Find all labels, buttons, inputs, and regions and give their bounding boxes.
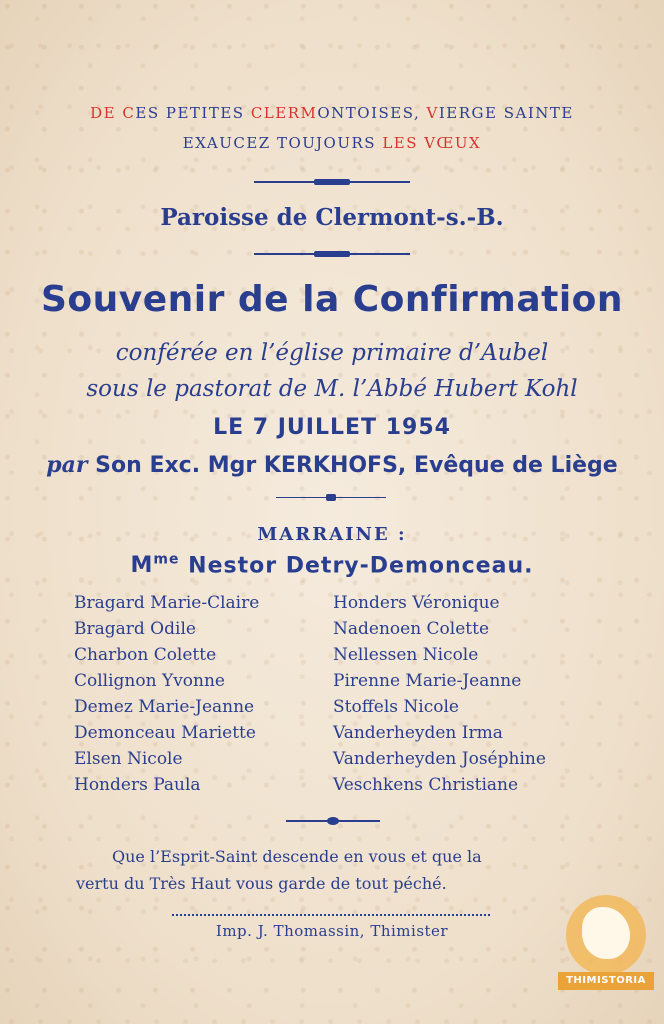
bishop-line [0,452,664,478]
card-title: Souvenir de la Confirmation [40,279,624,320]
confirmand-name: Vanderheyden Irma [333,723,503,743]
thimistoria-watermark [556,895,656,995]
marraine-fullname: Nestor Detry-Demonceau. [188,553,534,579]
conferred-line: conférée en l’église primaire d’Aubel [115,340,549,366]
motto-line-1-segment: ONTOISES, [317,104,427,122]
ornament-rule-middle [254,253,410,255]
motto-line-1-segment: S PETITES [147,104,251,122]
ornament-rule-bottom [286,820,380,822]
marraine-label: MARRAINE : [257,524,407,545]
prayer-line-1: Que l’Esprit-Saint descende en vous et que la [112,847,482,866]
motto-line-1-segment: V [426,104,439,122]
ornament-rule-top [254,181,410,183]
motto-line-2-segment: TOUJOURS [276,134,383,152]
prayer-line-2: vertu du Très Haut vous garde de tout péché. [76,874,447,893]
motto-line-2 [0,134,664,152]
confirmation-date: LE 7 JUILLET 1954 [213,415,451,440]
confirmand-name: Demez Marie-Jeanne [74,697,255,717]
motto-line-2-segment: LES VŒUX [382,134,482,152]
motto-line-2-segment: EXAUCEZ [182,134,277,152]
confirmand-name: Bragard Marie-Claire [74,593,260,613]
confirmand-name: Veschkens Christiane [333,775,519,795]
dotted-separator [172,914,490,916]
names-column-right [333,590,546,798]
confirmand-name: Honders Paula [74,775,201,795]
confirmand-name: Bragard Odile [74,619,196,639]
bishop-prefix: par [46,452,88,478]
names-column-left [74,590,259,798]
confirmand-name: Elsen Nicole [74,749,183,769]
watermark-label: THIMISTORIA [558,972,654,990]
confirmand-name: Vanderheyden Joséphine [333,749,546,769]
confirmand-name: Collignon Yvonne [74,671,225,691]
confirmand-name: Honders Véronique [333,593,500,613]
pastorate-line: sous le pastorat de M. l’Abbé Hubert Kohl [86,376,578,402]
motto-line-1 [0,104,664,122]
bishop-name: Son Exc. Mgr KERKHOFS, Evêque de Liège [95,453,618,478]
confirmand-name: Nellessen Nicole [333,645,479,665]
motto-line-1-segment: E [135,104,148,122]
prayer [76,843,596,897]
marraine-title: $M^{me}$ [130,552,180,579]
confirmand-name: Stoffels Nicole [333,697,459,717]
confirmand-name: Demonceau Mariette [74,723,256,743]
marraine-name [0,552,664,578]
motto-line-1-segment: CLERM [250,104,318,122]
confirmand-name: Pirenne Marie-Jeanne [333,671,522,691]
confirmand-name: Charbon Colette [74,645,217,665]
motto-line-1-segment: IERGE SAINTE [438,104,574,122]
printer-credit: Imp. J. Thomassin, Thimister [215,922,449,940]
confirmand-name: Nadenoen Colette [333,619,490,639]
motto-line-1-segment: DE C [90,104,136,122]
ornament-rule-small [276,497,386,498]
parish-name: Paroisse de Clermont-s.-B. [160,204,504,231]
